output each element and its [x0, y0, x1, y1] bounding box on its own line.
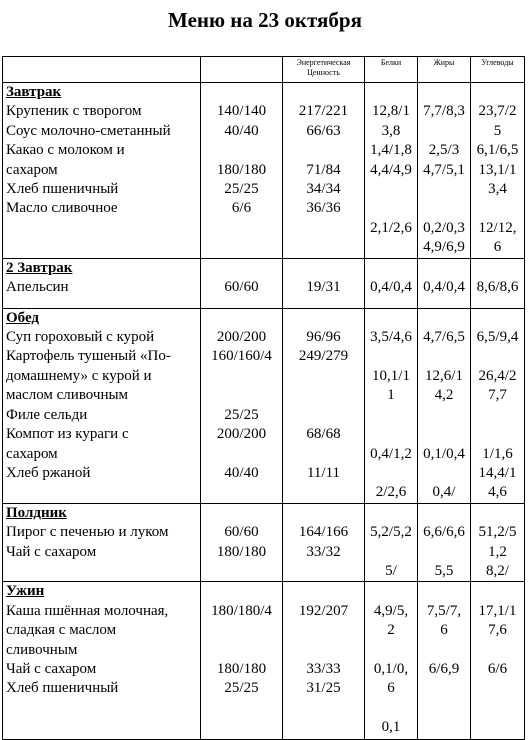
- spacer: [286, 309, 361, 328]
- fat-line: [421, 347, 467, 366]
- energy-line: [286, 386, 361, 405]
- energy-line: 164/166: [298, 524, 349, 541]
- obed-dish-cell: [3, 308, 201, 503]
- zavtrak2-protein-cell: [365, 258, 418, 308]
- spacer: [286, 504, 361, 523]
- dish-line: Хлеб пшеничный: [6, 680, 119, 697]
- obed-carbs-cell: [471, 308, 525, 503]
- energy-line: 19/31: [306, 279, 341, 296]
- header-portion: [201, 57, 283, 83]
- zavtrak-carbs-cell: [471, 83, 525, 259]
- obed-protein-cell: [365, 308, 418, 503]
- carbs-line: 8,2/: [486, 562, 509, 579]
- energy-line: 33/33: [306, 660, 341, 677]
- zavtrak-portion-cell: [201, 83, 283, 259]
- energy-line: 31/25: [306, 680, 341, 697]
- zavtrak2-portion-cell: [201, 258, 283, 308]
- portion-line: 40/40: [224, 122, 259, 139]
- energy-line: [286, 141, 361, 160]
- energy-line: 68/68: [306, 426, 341, 443]
- protein-line: 10,1/1: [372, 367, 410, 384]
- dish-line: Соус молочно-сметанный: [6, 122, 171, 139]
- spacer: [368, 259, 414, 278]
- carbs-line: 12/12,: [478, 219, 517, 236]
- portion-line: [204, 445, 279, 464]
- page-title: Меню на 23 октября: [168, 8, 362, 32]
- spacer: [204, 309, 279, 328]
- portion-line: [204, 621, 279, 640]
- carbs-line: 6/6: [487, 660, 508, 677]
- fat-line: 0,4/: [432, 484, 456, 501]
- spacer: [474, 504, 521, 523]
- spacer: [474, 309, 521, 328]
- dish-line: сладкая с маслом: [6, 622, 117, 639]
- protein-line: [368, 699, 414, 718]
- meal-title: Завтрак: [6, 84, 62, 100]
- dish-line: Картофель тушеный «По-: [6, 348, 171, 365]
- carbs-line: 13,1/1: [478, 161, 517, 178]
- header-protein: Белки: [365, 57, 418, 83]
- dish-line: Филе сельди: [6, 406, 88, 423]
- protein-line: 2: [387, 622, 395, 639]
- header-carbs: Углеводы: [471, 57, 525, 83]
- portion-line: 25/25: [224, 406, 259, 423]
- portion-line: 40/40: [224, 464, 259, 481]
- section-uzhin: [3, 582, 525, 740]
- protein-line: [368, 641, 414, 660]
- energy-line: [286, 367, 361, 386]
- energy-line: 192/207: [298, 602, 349, 619]
- meal-title: Обед: [6, 309, 40, 326]
- dish-line: сахаром: [6, 161, 58, 178]
- dish-line: Чай с сахаром: [6, 660, 97, 677]
- protein-line: 5,2/5,2: [370, 524, 412, 541]
- dish-line: Суп гороховый с курой: [6, 329, 155, 346]
- energy-line: 71/84: [306, 161, 341, 178]
- fat-line: [421, 122, 467, 141]
- carbs-line: [474, 199, 521, 218]
- protein-line: 5/: [385, 562, 397, 579]
- portion-line: 60/60: [224, 524, 259, 541]
- portion-line: 180/180/4: [211, 602, 272, 619]
- spacer: [421, 309, 467, 328]
- energy-line: 36/36: [306, 200, 341, 217]
- poldnik-energy-cell: [283, 503, 365, 582]
- portion-line: 140/140: [216, 103, 267, 120]
- carbs-line: 7,6: [488, 622, 507, 639]
- zavtrak-dish-cell: [3, 83, 201, 259]
- dish-line: Пирог с печенью и луком: [6, 524, 169, 541]
- fat-line: 4,2: [434, 387, 454, 404]
- portion-line: 180/180: [216, 660, 267, 677]
- fat-line: [421, 425, 467, 444]
- portion-line: 180/180: [216, 161, 267, 178]
- poldnik-fat-cell: [418, 503, 471, 582]
- protein-line: 12,8/1: [372, 103, 410, 120]
- menu-table: [2, 56, 525, 740]
- dish-line: Компот из кураги с: [6, 426, 129, 443]
- carbs-line: 14,4/1: [478, 464, 517, 481]
- carbs-line: 6,1/6,5: [476, 142, 519, 159]
- dish-line: Хлеб ржаной: [6, 464, 91, 481]
- zavtrak2-dish-cell: [3, 258, 201, 308]
- uzhin-energy-cell: [283, 582, 365, 740]
- portion-line: [204, 386, 279, 405]
- portion-line: 6/6: [231, 200, 252, 217]
- section-obed: [3, 308, 525, 503]
- dish-line: Чай с сахаром: [6, 543, 97, 560]
- protein-line: 1,4/1,8: [370, 142, 412, 159]
- protein-line: [368, 543, 414, 562]
- portion-line: 200/200: [216, 426, 267, 443]
- zavtrak2-carbs-cell: [471, 258, 525, 308]
- protein-line: 0,4/1,2: [370, 445, 412, 462]
- protein-line: 1: [387, 387, 395, 404]
- carbs-line: 1,2: [488, 543, 507, 560]
- spacer: [368, 582, 414, 601]
- portion-line: 60/60: [224, 279, 259, 296]
- fat-line: 12,6/1: [425, 367, 463, 384]
- obed-portion-cell: [201, 308, 283, 503]
- spacer: [474, 582, 521, 601]
- meal-title: Полдник: [6, 504, 67, 521]
- header-dish: [3, 57, 201, 83]
- carbs-line: [474, 347, 521, 366]
- fat-line: 6/6,9: [428, 660, 460, 677]
- carbs-line: 3,4: [488, 181, 507, 198]
- spacer: [204, 582, 279, 601]
- carbs-line: 51,2/5: [478, 524, 517, 541]
- energy-line: [286, 641, 361, 660]
- spacer: [368, 504, 414, 523]
- fat-line: 6: [440, 622, 448, 639]
- carbs-line: [474, 641, 521, 660]
- fat-line: [421, 199, 467, 218]
- fat-line: 7,7/8,3: [423, 103, 465, 120]
- protein-line: 4,4/4,9: [370, 161, 412, 178]
- dish-line: Каша пшённая молочная,: [6, 602, 169, 619]
- poldnik-carbs-cell: [471, 503, 525, 582]
- dish-line: Крупеник с творогом: [6, 103, 142, 120]
- portion-line: 160/160/4: [211, 348, 272, 365]
- spacer: [286, 582, 361, 601]
- energy-line: 217/221: [298, 103, 349, 120]
- protein-line: 2/2,6: [375, 484, 407, 501]
- carbs-line: [474, 425, 521, 444]
- spacer: [474, 83, 521, 102]
- protein-line: 0,4/0,4: [370, 279, 412, 296]
- energy-line: 34/34: [306, 181, 341, 198]
- portion-line: 25/25: [224, 181, 259, 198]
- energy-line: 66/63: [306, 122, 341, 139]
- fat-line: 4,9/6,9: [423, 239, 465, 256]
- dish-line: домашнему» с курой и: [6, 367, 152, 384]
- poldnik-protein-cell: [365, 503, 418, 582]
- energy-line: [286, 445, 361, 464]
- uzhin-carbs-cell: [471, 582, 525, 740]
- dish-line: Хлеб пшеничный: [6, 181, 119, 198]
- protein-line: 3,8: [381, 122, 401, 139]
- dish-line: Апельсин: [6, 279, 69, 296]
- portion-line: 25/25: [224, 680, 259, 697]
- portion-line: [204, 141, 279, 160]
- zavtrak2-fat-cell: [418, 258, 471, 308]
- energy-line: 96/96: [306, 329, 341, 346]
- spacer: [368, 83, 414, 102]
- fat-line: [421, 641, 467, 660]
- obed-energy-cell: [283, 308, 365, 503]
- energy-line: 33/32: [306, 543, 341, 560]
- obed-fat-cell: [418, 308, 471, 503]
- uzhin-portion-cell: [201, 582, 283, 740]
- portion-line: 180/180: [216, 543, 267, 560]
- fat-line: 4,7/5,1: [423, 161, 465, 178]
- zavtrak-energy-cell: [283, 83, 365, 259]
- fat-line: [421, 180, 467, 199]
- spacer: [421, 582, 467, 601]
- spacer: [474, 259, 521, 278]
- dish-line: маслом сливочным: [6, 387, 129, 404]
- fat-line: [421, 464, 467, 483]
- poldnik-dish-cell: [3, 503, 201, 582]
- carbs-line: 6: [493, 239, 502, 256]
- spacer: [368, 309, 414, 328]
- fat-line: 5,5: [434, 562, 454, 579]
- carbs-line: 1/1,6: [482, 445, 513, 462]
- zavtrak2-energy-cell: [283, 258, 365, 308]
- zavtrak-protein-cell: [365, 83, 418, 259]
- dish-line: Масло сливочное: [6, 200, 118, 217]
- carbs-line: [474, 406, 521, 425]
- zavtrak-fat-cell: [418, 83, 471, 259]
- carbs-line: 5: [493, 122, 502, 139]
- header-row: [3, 57, 525, 83]
- fat-line: [421, 406, 467, 425]
- protein-line: 3,5/4,6: [370, 329, 412, 346]
- section-zavtrak: [3, 83, 525, 259]
- energy-line: [286, 621, 361, 640]
- spacer: [286, 83, 361, 102]
- uzhin-dish-cell: [3, 582, 201, 740]
- meal-title: 2 Завтрак: [6, 259, 73, 276]
- dish-line: сливочным: [6, 641, 78, 658]
- spacer: [204, 504, 279, 523]
- protein-line: [368, 199, 414, 218]
- protein-line: 0,1: [381, 719, 401, 736]
- fat-line: 7,5/7,: [426, 602, 462, 619]
- poldnik-portion-cell: [201, 503, 283, 582]
- carbs-line: 26,4/2: [478, 367, 517, 384]
- uzhin-protein-cell: [365, 582, 418, 740]
- carbs-line: 7,7: [488, 387, 507, 404]
- portion-line: 200/200: [216, 329, 267, 346]
- carbs-line: 6,5/9,4: [476, 329, 519, 346]
- protein-line: 6: [387, 680, 395, 697]
- protein-line: 4,9/5,: [373, 602, 409, 619]
- fat-line: 4,7/6,5: [423, 329, 465, 346]
- carbs-line: 17,1/1: [478, 602, 517, 619]
- fat-line: 0,2/0,3: [423, 219, 465, 236]
- fat-line: 6,6/6,6: [423, 524, 465, 541]
- carbs-line: 4,6: [488, 484, 507, 501]
- spacer: [286, 259, 361, 278]
- header-fat: Жиры: [418, 57, 471, 83]
- protein-line: 0,1/0,: [373, 660, 409, 677]
- spacer: [204, 259, 279, 278]
- spacer: [421, 504, 467, 523]
- protein-line: [368, 425, 414, 444]
- energy-line: 249/279: [298, 348, 349, 365]
- energy-line: 11/11: [306, 464, 341, 481]
- header-energy: Энергетическая Ценность: [283, 57, 365, 83]
- protein-line: [368, 406, 414, 425]
- meal-title: Ужин: [6, 583, 45, 600]
- protein-line: 2,1/2,6: [370, 219, 412, 236]
- spacer: [421, 83, 467, 102]
- carbs-line: 23,7/2: [478, 103, 517, 120]
- carbs-line: 8,6/8,6: [476, 279, 519, 296]
- spacer: [421, 259, 467, 278]
- energy-line: [286, 406, 361, 425]
- spacer: [204, 83, 279, 102]
- protein-line: [368, 464, 414, 483]
- fat-line: [421, 543, 467, 562]
- dish-line: сахаром: [6, 445, 58, 462]
- portion-line: [204, 367, 279, 386]
- fat-line: 2,5/3: [428, 142, 460, 159]
- section-zavtrak2: [3, 258, 525, 308]
- section-poldnik: [3, 503, 525, 582]
- protein-line: [368, 347, 414, 366]
- protein-line: [368, 180, 414, 199]
- uzhin-fat-cell: [418, 582, 471, 740]
- fat-line: 0,1/0,4: [423, 445, 465, 462]
- dish-line: Какао с молоком и: [6, 142, 125, 159]
- fat-line: 0,4/0,4: [423, 279, 465, 296]
- portion-line: [204, 641, 279, 660]
